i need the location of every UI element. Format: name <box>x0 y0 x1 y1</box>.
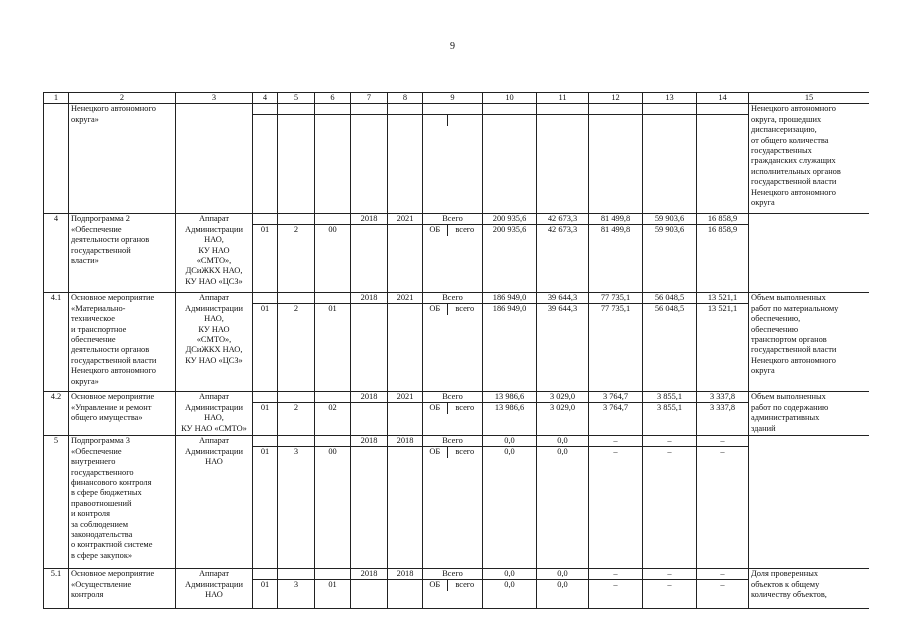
budget-code <box>253 104 278 214</box>
budget-code <box>253 293 278 392</box>
expected-result <box>749 436 870 569</box>
budget-code <box>253 569 278 609</box>
year-value: 2018 <box>351 436 387 447</box>
activity-name: Подпрограмма 3 «Обеспечение внутреннего государственного финансового контроля в сфере бюджетных правоотношений и контроля за соблюдением законодательства о контрактной системе в сфере закупок» <box>69 436 176 569</box>
amount-top: 42 673,3 <box>537 214 588 225</box>
funding-total-sublabel: всего <box>455 304 475 314</box>
expected-result: Доля проверенных объектов к общему количеству объектов, <box>749 569 870 609</box>
funding-source <box>423 392 483 436</box>
year <box>351 293 388 392</box>
budget-code-value <box>315 115 350 126</box>
expected-result <box>749 214 870 293</box>
amount-top: 56 048,5 <box>643 293 696 304</box>
year-value <box>351 104 387 115</box>
amount-cell <box>589 214 643 293</box>
table-row <box>44 104 870 214</box>
amount-cell <box>643 293 697 392</box>
year-value: 2021 <box>388 214 422 225</box>
column-number: 5 <box>278 93 315 104</box>
executor: Аппарат Администрации НАО, КУ НАО «СМТО» <box>176 392 253 436</box>
amount-top: 81 499,8 <box>589 214 642 225</box>
amount-bottom: – <box>720 580 725 590</box>
amount-bottom: – <box>613 580 618 590</box>
row-number: 4.1 <box>44 293 69 392</box>
budget-code-value: 01 <box>260 580 270 590</box>
year <box>351 392 388 436</box>
funding-source <box>423 293 483 392</box>
amount-top: – <box>697 569 748 580</box>
expected-result: Ненецкого автономного округа, прошедших диспансеризацию, от общего количества государственных гражданских служащих исполнительных органов государственной власти Ненецкого автономного округа <box>749 104 870 214</box>
column-number: 8 <box>388 93 423 104</box>
funding-total-sublabel: всего <box>455 403 475 413</box>
budget-code-value: 01 <box>328 580 337 590</box>
executor: Аппарат Администрации НАО <box>176 436 253 569</box>
table-row <box>44 293 870 392</box>
amount-cell <box>643 569 697 609</box>
column-number: 14 <box>697 93 749 104</box>
budget-code <box>253 214 278 293</box>
year <box>351 104 388 214</box>
amount-cell <box>697 104 749 214</box>
column-number: 11 <box>537 93 589 104</box>
budget-code-value: 3 <box>293 447 299 457</box>
budget-code <box>315 214 351 293</box>
amount-bottom: 3 029,0 <box>549 403 576 413</box>
amount-cell <box>483 569 537 609</box>
amount-top: 186 949,0 <box>483 293 536 304</box>
amount-top: 3 029,0 <box>537 392 588 403</box>
amount-bottom <box>589 115 642 126</box>
column-number: 2 <box>69 93 176 104</box>
amount-cell <box>643 104 697 214</box>
amount-cell <box>697 392 749 436</box>
table-row <box>44 436 870 569</box>
amount-top: 39 644,3 <box>537 293 588 304</box>
amount-cell <box>697 293 749 392</box>
budget-code-value: 01 <box>328 304 337 314</box>
column-number: 15 <box>749 93 870 104</box>
budget-code-value: 3 <box>293 580 299 590</box>
row-number: 5 <box>44 436 69 569</box>
amount-cell <box>643 436 697 569</box>
amount-bottom: 0,0 <box>504 580 515 590</box>
amount-bottom: – <box>613 447 618 457</box>
table-row <box>44 392 870 436</box>
amount-top: 0,0 <box>537 569 588 580</box>
amount-top: 13 986,6 <box>483 392 536 403</box>
year-value: 2018 <box>388 436 422 447</box>
row-number: 4.2 <box>44 392 69 436</box>
column-number: 3 <box>176 93 253 104</box>
year <box>388 392 423 436</box>
executor: Аппарат Администрации НАО <box>176 569 253 609</box>
amount-cell <box>483 214 537 293</box>
column-number: 10 <box>483 93 537 104</box>
amount-top: 77 735,1 <box>589 293 642 304</box>
document-page <box>43 92 869 640</box>
amount-bottom: 13 521,1 <box>707 304 738 314</box>
activity-name: Основное мероприятие «Материально- техническое и транспортное обеспечение деятельности органов государственной власти Ненецкого автономного округа» <box>69 293 176 392</box>
amount-top: 0,0 <box>483 436 536 447</box>
amount-top: 0,0 <box>537 436 588 447</box>
amount-bottom: 0,0 <box>504 447 515 457</box>
column-number: 1 <box>44 93 69 104</box>
column-number: 12 <box>589 93 643 104</box>
year-value: 2018 <box>351 569 387 580</box>
column-number: 9 <box>423 93 483 104</box>
budget-code <box>278 104 315 214</box>
amount-cell <box>697 214 749 293</box>
amount-cell <box>537 293 589 392</box>
funding-total-label: Всего <box>423 436 482 447</box>
year <box>351 569 388 609</box>
year-value: 2021 <box>388 293 422 304</box>
amount-bottom <box>483 115 536 126</box>
funding-source-label: ОБ <box>423 304 448 315</box>
funding-total-label: Всего <box>423 569 482 580</box>
funding-total-label: Всего <box>423 293 482 304</box>
amount-bottom: 3 337,8 <box>709 403 736 413</box>
amount-top <box>483 104 536 115</box>
year <box>388 293 423 392</box>
year <box>388 104 423 214</box>
amount-bottom: 3 855,1 <box>656 403 683 413</box>
funding-source <box>423 104 483 214</box>
expected-result: Объем выполненных работ по содержанию административных зданий <box>749 392 870 436</box>
year <box>351 436 388 569</box>
budget-code-value: 2 <box>293 304 299 314</box>
amount-bottom: – <box>720 447 725 457</box>
row-number <box>44 104 69 214</box>
funding-source <box>423 569 483 609</box>
amount-bottom <box>697 115 748 126</box>
row-number: 4 <box>44 214 69 293</box>
expected-result: Объем выполненных работ по материальному обеспечению, обеспечению транспортом органов государственной власти Ненецкого автономного округа <box>749 293 870 392</box>
activity-name: Основное мероприятие «Управление и ремонт общего имущества» <box>69 392 176 436</box>
funding-total-label <box>423 104 482 115</box>
amount-bottom: 13 986,6 <box>494 403 525 413</box>
funding-total-sublabel: всего <box>455 580 475 590</box>
amount-top: – <box>589 436 642 447</box>
column-number: 4 <box>253 93 278 104</box>
amount-bottom: 0,0 <box>557 447 568 457</box>
funding-total-label: Всего <box>423 392 482 403</box>
amount-bottom: – <box>667 447 672 457</box>
amount-top <box>643 104 696 115</box>
amount-bottom: 42 673,3 <box>547 225 578 235</box>
program-table <box>43 92 869 609</box>
budget-code-value: 01 <box>260 403 270 413</box>
year <box>388 569 423 609</box>
year <box>351 214 388 293</box>
amount-cell <box>537 104 589 214</box>
column-number: 6 <box>315 93 351 104</box>
year-value <box>388 104 422 115</box>
amount-bottom <box>537 115 588 126</box>
table-row <box>44 214 870 293</box>
amount-bottom: 56 048,5 <box>654 304 685 314</box>
amount-cell <box>589 392 643 436</box>
amount-top: – <box>697 436 748 447</box>
funding-source-label <box>423 115 448 126</box>
budget-code <box>278 293 315 392</box>
activity-name: Основное мероприятие «Осуществление контроля <box>69 569 176 609</box>
budget-code-value: 00 <box>328 447 337 457</box>
funding-source-label: ОБ <box>423 580 448 591</box>
funding-total-sublabel <box>448 115 482 126</box>
amount-top: 16 858,9 <box>697 214 748 225</box>
budget-code <box>278 392 315 436</box>
amount-cell <box>483 436 537 569</box>
year <box>388 436 423 569</box>
amount-cell <box>697 436 749 569</box>
budget-code <box>315 569 351 609</box>
funding-source <box>423 436 483 569</box>
funding-source-label: ОБ <box>423 225 448 236</box>
row-number: 5.1 <box>44 569 69 609</box>
funding-total-sublabel: всего <box>455 225 475 235</box>
amount-top <box>589 104 642 115</box>
year-value: 2018 <box>351 293 387 304</box>
budget-code-value: 01 <box>260 225 270 235</box>
amount-top: 200 935,6 <box>483 214 536 225</box>
budget-code <box>278 569 315 609</box>
amount-cell <box>537 569 589 609</box>
amount-bottom: 77 735,1 <box>600 304 631 314</box>
amount-bottom: 3 764,7 <box>602 403 629 413</box>
column-number: 7 <box>351 93 388 104</box>
amount-cell <box>697 569 749 609</box>
activity-name: Ненецкого автономного округа» <box>69 104 176 214</box>
funding-total-sublabel: всего <box>455 447 475 457</box>
amount-top: 3 764,7 <box>589 392 642 403</box>
budget-code-value: 2 <box>293 225 299 235</box>
amount-bottom <box>643 115 696 126</box>
amount-cell <box>483 392 537 436</box>
budget-code <box>315 104 351 214</box>
amount-top: 59 903,6 <box>643 214 696 225</box>
budget-code-value <box>278 115 314 126</box>
amount-top: 3 855,1 <box>643 392 696 403</box>
amount-top: – <box>643 436 696 447</box>
year-value: 2018 <box>388 569 422 580</box>
budget-code <box>253 392 278 436</box>
year-value: 2018 <box>351 214 387 225</box>
budget-code-value: 01 <box>260 447 270 457</box>
activity-name: Подпрограмма 2 «Обеспечение деятельности органов государственной власти» <box>69 214 176 293</box>
funding-source <box>423 214 483 293</box>
amount-cell <box>589 104 643 214</box>
budget-code-value: 02 <box>328 403 337 413</box>
table-row <box>44 569 870 609</box>
amount-bottom: 200 935,6 <box>492 225 527 235</box>
executor <box>176 104 253 214</box>
executor: Аппарат Администрации НАО, КУ НАО «СМТО», ДСиЖКХ НАО, КУ НАО «ЦСЗ» <box>176 214 253 293</box>
amount-bottom: 16 858,9 <box>707 225 738 235</box>
amount-cell <box>589 293 643 392</box>
amount-bottom: 81 499,8 <box>600 225 631 235</box>
amount-cell <box>589 436 643 569</box>
funding-total-label: Всего <box>423 214 482 225</box>
budget-code <box>315 436 351 569</box>
amount-cell <box>483 104 537 214</box>
amount-cell <box>589 569 643 609</box>
funding-source-label: ОБ <box>423 447 448 458</box>
budget-code <box>315 392 351 436</box>
column-number-row <box>44 93 870 104</box>
amount-bottom: 59 903,6 <box>654 225 685 235</box>
amount-cell <box>643 392 697 436</box>
year-value: 2021 <box>388 392 422 403</box>
amount-top <box>697 104 748 115</box>
executor: Аппарат Администрации НАО, КУ НАО «СМТО», ДСиЖКХ НАО, КУ НАО «ЦСЗ» <box>176 293 253 392</box>
amount-cell <box>537 392 589 436</box>
amount-bottom: 0,0 <box>557 580 568 590</box>
amount-bottom: 186 949,0 <box>492 304 527 314</box>
budget-code <box>278 214 315 293</box>
amount-cell <box>537 436 589 569</box>
funding-source-label: ОБ <box>423 403 448 414</box>
budget-code <box>253 436 278 569</box>
amount-cell <box>537 214 589 293</box>
amount-top: 3 337,8 <box>697 392 748 403</box>
year-value: 2018 <box>351 392 387 403</box>
budget-code-value <box>253 115 277 126</box>
budget-code <box>315 293 351 392</box>
amount-bottom: 39 644,3 <box>547 304 578 314</box>
budget-code <box>278 436 315 569</box>
budget-code-value: 00 <box>328 225 337 235</box>
budget-code-value: 2 <box>293 403 299 413</box>
amount-top: – <box>643 569 696 580</box>
amount-cell <box>483 293 537 392</box>
amount-bottom: – <box>667 580 672 590</box>
budget-code-value: 01 <box>260 304 270 314</box>
amount-top: 13 521,1 <box>697 293 748 304</box>
amount-cell <box>643 214 697 293</box>
page-number: 9 <box>450 41 455 52</box>
amount-top: – <box>589 569 642 580</box>
column-number: 13 <box>643 93 697 104</box>
year <box>388 214 423 293</box>
amount-top <box>537 104 588 115</box>
amount-top: 0,0 <box>483 569 536 580</box>
